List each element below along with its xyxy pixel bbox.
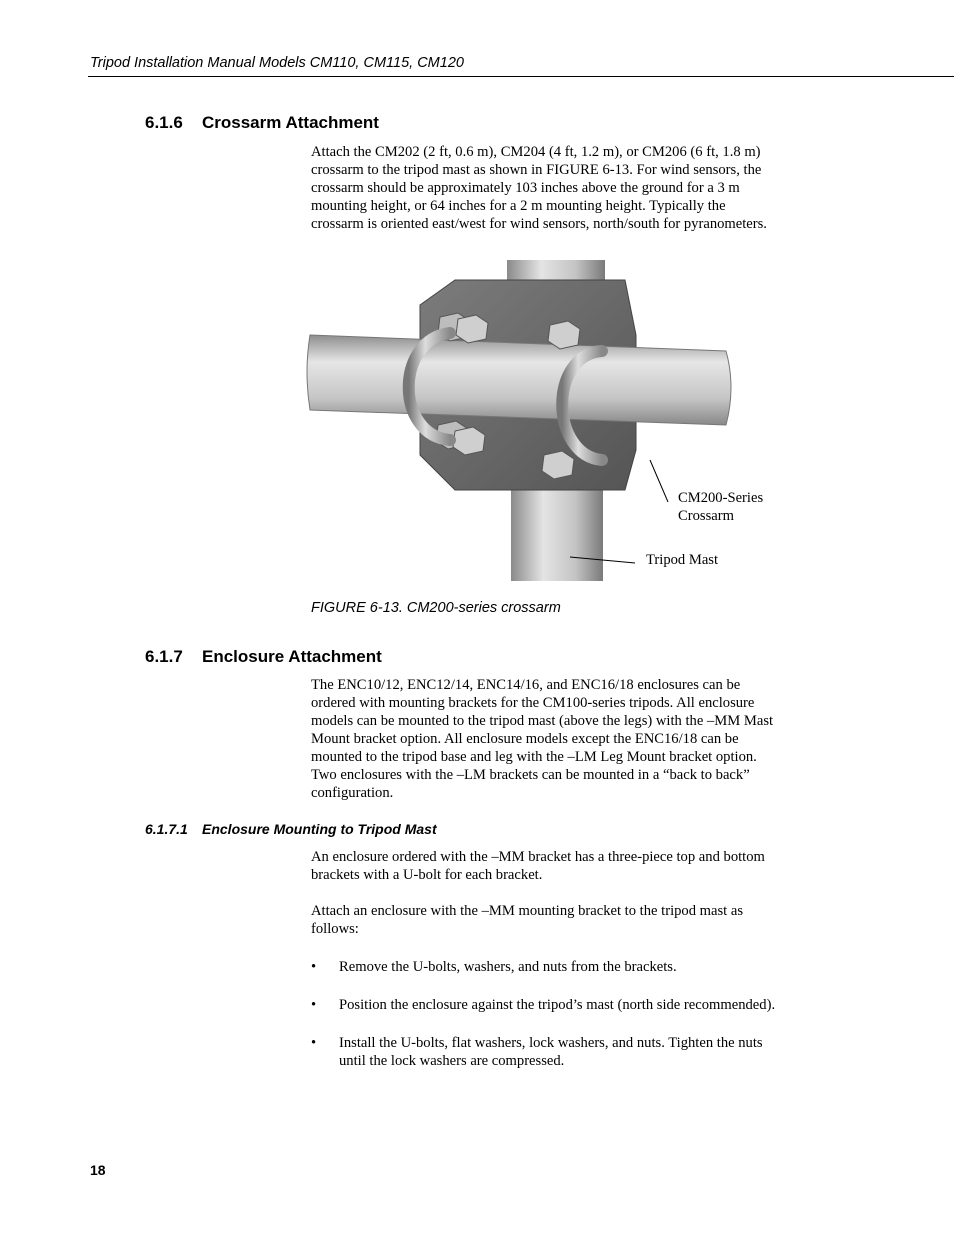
label-crossarm-line2: Crossarm bbox=[678, 508, 734, 524]
section-title: Enclosure Attachment bbox=[202, 647, 382, 666]
page-number: 18 bbox=[90, 1162, 106, 1178]
paragraph-line: Attach an enclosure with the –MM mounting bracket to the tripod mast as bbox=[311, 903, 744, 919]
label-crossarm-line1: CM200-Series bbox=[678, 490, 764, 506]
paragraph-line: configuration. bbox=[311, 785, 394, 801]
crossarm-leader-line bbox=[650, 460, 668, 502]
bullet-icon: • bbox=[311, 959, 317, 975]
paragraph-line: models can be mounted to the tripod mast (above the legs) with the –MM Mast bbox=[311, 713, 774, 729]
crossarm-illustration bbox=[300, 255, 800, 585]
list-item-line: Position the enclosure against the tripod’s mast (north side recommended). bbox=[339, 997, 776, 1013]
bullet-icon: • bbox=[311, 1035, 317, 1051]
paragraph-line: follows: bbox=[311, 921, 359, 937]
mm-bracket-paragraph bbox=[311, 848, 811, 884]
enclosure-paragraph bbox=[311, 676, 811, 802]
label-tripod-mast: Tripod Mast bbox=[646, 552, 719, 568]
section-number: 6.1.7.1 bbox=[145, 821, 188, 837]
paragraph-line: mounting height, or 64 inches for a 2 m mounting height. Typically the bbox=[311, 198, 726, 214]
crossarm-paragraph bbox=[311, 143, 811, 233]
figure-caption: FIGURE 6-13. CM200-series crossarm bbox=[311, 600, 561, 616]
list-item-line: Install the U-bolts, flat washers, lock washers, and nuts. Tighten the nuts bbox=[339, 1035, 763, 1051]
paragraph-line: brackets with a U-bolt for each bracket. bbox=[311, 867, 543, 883]
list-item-text bbox=[339, 996, 775, 1014]
running-header: Tripod Installation Manual Models CM110, CM115, CM120 bbox=[90, 55, 464, 71]
section-number: 6.1.7 bbox=[145, 647, 183, 666]
paragraph-line: crossarm is oriented east/west for wind sensors, north/south for pyranometers. bbox=[311, 216, 767, 232]
bullet-icon: • bbox=[311, 997, 317, 1013]
nut bbox=[453, 427, 485, 455]
crossarm-pipe bbox=[307, 335, 731, 425]
paragraph-line: crossarm should be approximately 103 inches above the ground for a 3 m bbox=[311, 180, 740, 196]
list-item-line: Remove the U-bolts, washers, and nuts from the brackets. bbox=[339, 959, 677, 975]
section-number: 6.1.6 bbox=[145, 113, 183, 132]
nut bbox=[542, 451, 574, 479]
paragraph-line: The ENC10/12, ENC12/14, ENC14/16, and ENC16/18 enclosures can be bbox=[311, 677, 741, 693]
paragraph-line: Mount bracket option. All enclosure models except the ENC16/18 can be bbox=[311, 731, 739, 747]
paragraph-line: Attach the CM202 (2 ft, 0.6 m), CM204 (4 ft, 1.2 m), or CM206 (6 ft, 1.8 m) bbox=[311, 144, 761, 160]
paragraph-line: ordered with mounting brackets for the CM100-series tripods. All enclosure bbox=[311, 695, 755, 711]
attach-intro-paragraph bbox=[311, 902, 811, 938]
section-heading-6-1-7-1 bbox=[145, 821, 437, 837]
list-item-text bbox=[339, 958, 677, 976]
nut bbox=[456, 315, 488, 343]
list-item-line: until the lock washers are compressed. bbox=[339, 1053, 565, 1069]
section-title: Enclosure Mounting to Tripod Mast bbox=[202, 821, 437, 837]
nut bbox=[548, 321, 580, 349]
section-heading-6-1-7 bbox=[145, 647, 382, 667]
paragraph-line: mounted to the tripod base and leg with the –LM Leg Mount bracket option. bbox=[311, 749, 757, 765]
section-heading-6-1-6 bbox=[145, 113, 379, 133]
paragraph-line: Two enclosures with the –LM brackets can be mounted in a “back to back” bbox=[311, 767, 750, 783]
paragraph-line: crossarm to the tripod mast as shown in FIGURE 6-13. For wind sensors, the bbox=[311, 162, 762, 178]
section-title: Crossarm Attachment bbox=[202, 113, 379, 132]
crossarm-figure bbox=[300, 255, 800, 585]
lower-mast bbox=[511, 475, 603, 581]
list-item-text bbox=[339, 1034, 763, 1070]
header-rule bbox=[88, 76, 954, 77]
paragraph-line: An enclosure ordered with the –MM bracket has a three-piece top and bottom bbox=[311, 849, 765, 865]
